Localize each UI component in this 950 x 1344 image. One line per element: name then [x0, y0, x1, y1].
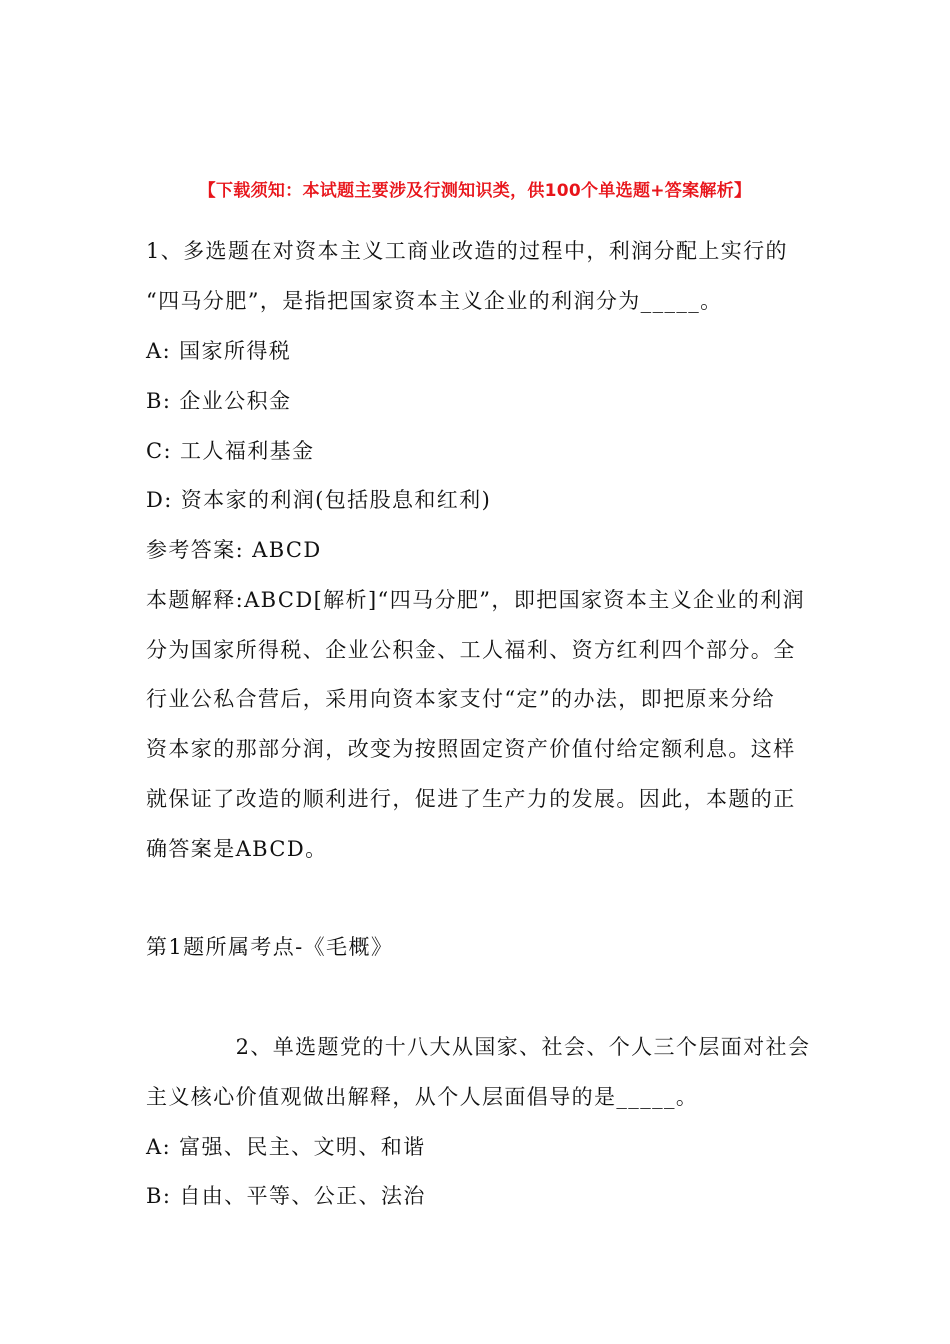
q1-option-c: C: 工人福利基金	[146, 439, 315, 463]
q1-explanation-line: 就保证了改造的顺利进行，促进了生产力的发展。因此，本题的正	[146, 787, 796, 811]
q1-option-d: D: 资本家的利润(包括股息和红利)	[146, 488, 492, 512]
download-notice: 【下载须知：本试题主要涉及行测知识类，供100个单选题+答案解析】	[198, 181, 752, 201]
q2-stem-line2: 主义核心价值观做出解释，从个人层面倡导的是_____。	[146, 1085, 699, 1109]
q1-option-b: B: 企业公积金	[146, 389, 292, 413]
q1-explanation-line: 本题解释:ABCD[解析]“四马分肥”，即把国家资本主义企业的利润	[146, 588, 806, 612]
q1-option-a: A: 国家所得税	[146, 339, 292, 363]
q1-explanation-line: 分为国家所得税、企业公积金、工人福利、资方红利四个部分。全	[146, 638, 796, 662]
q1-answer: 参考答案: ABCD	[146, 538, 322, 562]
q1-stem-line1: 1、多选题在对资本主义工商业改造的过程中，利润分配上实行的	[146, 239, 788, 263]
q1-explanation-line: 确答案是ABCD。	[146, 837, 328, 861]
q1-explanation-line: 行业公私合营后，采用向资本家支付“定”的办法，即把原来分给	[146, 687, 776, 711]
q2-option-a: A: 富强、民主、文明、和谐	[146, 1135, 426, 1159]
q2-stem-line1: 2、单选题党的十八大从国家、社会、个人三个层面对社会	[146, 1035, 811, 1059]
q1-topic: 第1题所属考点-《毛概》	[146, 935, 394, 959]
q1-explanation-line: 资本家的那部分润，改变为按照固定资产价值付给定额利息。这样	[146, 737, 796, 761]
q2-option-b: B: 自由、平等、公正、法治	[146, 1184, 426, 1208]
q1-stem-line2: “四马分肥”，是指把国家资本主义企业的利润分为_____。	[146, 289, 723, 313]
